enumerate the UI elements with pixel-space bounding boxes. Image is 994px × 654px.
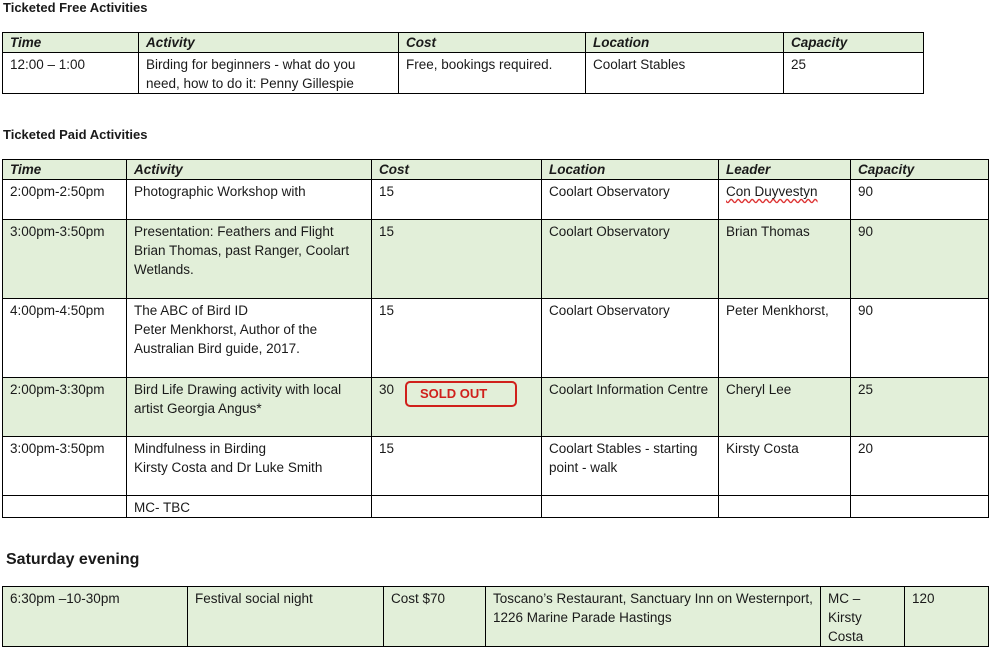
cell-location: Coolart Stables xyxy=(586,53,784,94)
cell-cost: 30 xyxy=(372,378,542,437)
cell-cost: Cost $70 xyxy=(384,587,486,647)
cell-location: Coolart Information Centre xyxy=(542,378,719,437)
activity-line: The ABC of Bird ID xyxy=(134,303,249,318)
cell-cost: 15 xyxy=(372,220,542,299)
cell-time: 3:00pm-3:50pm xyxy=(3,437,127,496)
cell-activity xyxy=(127,496,372,518)
cell-capacity: 25 xyxy=(784,53,924,94)
header-location: Location xyxy=(586,33,784,53)
cell-time: 2:00pm-3:30pm xyxy=(3,378,127,437)
cell-capacity: 25 xyxy=(851,378,989,437)
activity-line: Mindfulness in Birding xyxy=(134,441,267,456)
header-capacity: Capacity xyxy=(784,33,924,53)
table-row xyxy=(3,587,989,647)
cell-capacity: 20 xyxy=(851,437,989,496)
activity-line: Kirsty Costa and Dr Luke Smith xyxy=(134,460,323,475)
free-activities-table xyxy=(2,32,924,94)
cell-leader xyxy=(719,180,851,220)
cell-time: 6:30pm –10-30pm xyxy=(3,587,188,647)
table-row xyxy=(3,496,989,518)
header-time: Time xyxy=(3,33,139,53)
cell-location: Coolart Stables - starting point - walk xyxy=(542,437,719,496)
paid-activities-table xyxy=(2,159,989,518)
cell-time xyxy=(3,496,127,518)
activity-line: Brian Thomas, past Ranger, Coolart Wetlands. xyxy=(134,243,350,277)
cell-activity: Festival social night xyxy=(188,587,384,647)
cell-capacity: 90 xyxy=(851,180,989,220)
header-cost: Cost xyxy=(372,160,542,180)
table-row xyxy=(3,53,924,94)
header-time: Time xyxy=(3,160,127,180)
evening-table xyxy=(2,586,989,647)
cell-time: 4:00pm-4:50pm xyxy=(3,299,127,378)
table-header-row xyxy=(3,160,989,180)
cell-time: 3:00pm-3:50pm xyxy=(3,220,127,299)
header-leader: Leader xyxy=(719,160,851,180)
activity-line: MC- TBC xyxy=(134,500,190,515)
cell-activity xyxy=(127,378,372,437)
cell-location: Coolart Observatory xyxy=(542,180,719,220)
table-row xyxy=(3,180,989,220)
cell-leader: Kirsty Costa xyxy=(719,437,851,496)
cell-location: Coolart Observatory xyxy=(542,220,719,299)
cell-activity xyxy=(127,299,372,378)
activity-line: Photographic Workshop with xyxy=(134,184,306,199)
activity-line: Presentation: Feathers and Flight xyxy=(134,224,334,239)
cell-leader: Cheryl Lee xyxy=(719,378,851,437)
cell-capacity: 120 xyxy=(905,587,989,647)
header-activity: Activity xyxy=(127,160,372,180)
cell-capacity xyxy=(851,496,989,518)
table-header-row xyxy=(3,33,924,53)
cell-time: 12:00 – 1:00 xyxy=(3,53,139,94)
cell-location xyxy=(542,496,719,518)
table-row xyxy=(3,220,989,299)
header-location: Location xyxy=(542,160,719,180)
activity-line: Bird Life Drawing activity with local artist Georgia Angus* xyxy=(134,382,342,416)
cell-cost: 15 xyxy=(372,299,542,378)
cell-mc: MC – Kirsty Costa xyxy=(821,587,905,647)
paid-heading: Ticketed Paid Activities xyxy=(3,127,148,142)
cell-leader: Brian Thomas xyxy=(719,220,851,299)
cell-cost: Free, bookings required. xyxy=(399,53,586,94)
cell-activity xyxy=(127,437,372,496)
free-heading: Ticketed Free Activities xyxy=(3,0,148,15)
cell-location: Toscano’s Restaurant, Sanctuary Inn on Westernport, 1226 Marine Parade Hastings xyxy=(486,587,821,647)
cell-activity xyxy=(127,220,372,299)
cell-location: Coolart Observatory xyxy=(542,299,719,378)
header-activity: Activity xyxy=(139,33,399,53)
cell-cost xyxy=(372,496,542,518)
cell-cost: 15 xyxy=(372,180,542,220)
cell-activity: Birding for beginners - what do you need, how to do it: Penny Gillespie xyxy=(139,53,399,94)
cell-capacity: 90 xyxy=(851,220,989,299)
cell-cost: 15 xyxy=(372,437,542,496)
cell-capacity: 90 xyxy=(851,299,989,378)
sold-out-badge: SOLD OUT xyxy=(405,381,517,407)
header-cost: Cost xyxy=(399,33,586,53)
cell-leader xyxy=(719,496,851,518)
activity-line: Peter Menkhorst, Author of the Australian Bird guide, 2017. xyxy=(134,322,318,356)
cell-time: 2:00pm-2:50pm xyxy=(3,180,127,220)
evening-heading: Saturday evening xyxy=(6,551,140,568)
header-capacity: Capacity xyxy=(851,160,989,180)
cell-leader: Peter Menkhorst, xyxy=(719,299,851,378)
table-row xyxy=(3,437,989,496)
table-row xyxy=(3,299,989,378)
leader-name: Con Duyvestyn xyxy=(726,184,818,199)
cell-activity xyxy=(127,180,372,220)
